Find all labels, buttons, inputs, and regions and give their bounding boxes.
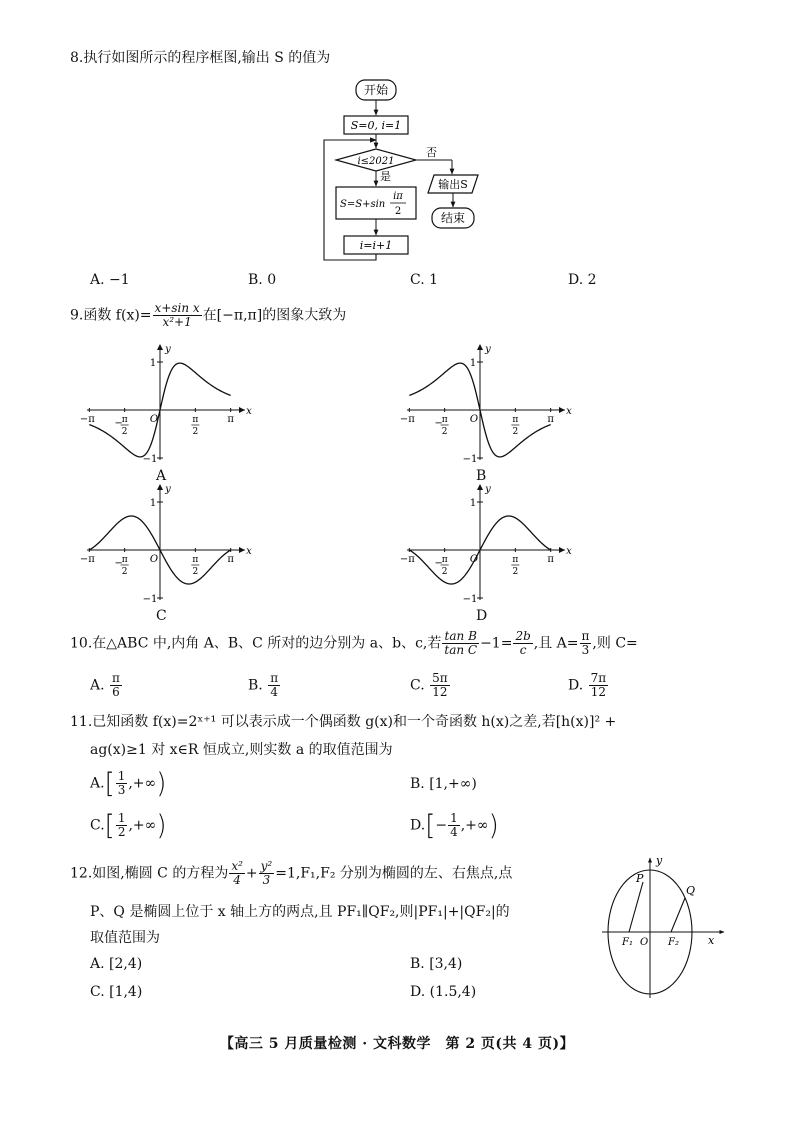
q11-c-label: C.: [90, 817, 105, 834]
q11-a-frac: [116, 770, 128, 797]
q10-d-num: 7π: [590, 671, 607, 685]
q8-option-b: B. 0: [248, 272, 277, 288]
q10-mid2: ,且 A=: [533, 635, 579, 652]
q12-line3: 取值范围为: [90, 930, 160, 946]
tick-minus: −: [434, 558, 443, 569]
flow-decision-text: i≤2021: [357, 156, 395, 167]
q8-option-d: D. 2: [568, 272, 597, 288]
q11-line2: ag(x)≥1 对 x∈R 恒成立,则实数 a 的取值范围为: [90, 742, 393, 758]
q10-frac2-num: 2b: [515, 629, 531, 643]
tick-label-1: 1: [149, 498, 157, 509]
tick-label-1: 1: [469, 498, 477, 509]
tick-label-neg-pi: −π: [79, 414, 95, 425]
x-axis-label: x: [246, 546, 252, 557]
origin-label: O: [469, 554, 479, 565]
q10-a-label: A.: [90, 677, 105, 694]
q12-line1: [70, 860, 512, 887]
q9-graph-b: [399, 340, 575, 470]
q10-frac1-num: tan B: [442, 630, 479, 644]
flow-update-den: 2: [394, 206, 402, 217]
q8-flowchart: [320, 72, 500, 262]
q9-graph-d: [399, 480, 575, 610]
q12-option-d: D. (1.5,4): [410, 984, 477, 1000]
q10-c-frac: [430, 672, 450, 699]
page-footer: 【高三 5 月质量检测 · 文科数学 第 2 页(共 4 页)】: [219, 1036, 575, 1052]
tick-half-den: 2: [121, 427, 128, 437]
tick-minus: −: [434, 418, 443, 429]
q10-a-frac: [110, 672, 122, 699]
q10-mid: −1=: [480, 635, 513, 652]
q12-frac2-den: 3: [262, 873, 271, 887]
tick-label-neg-pi: −π: [399, 554, 415, 565]
tick-label-neg1: −1: [142, 594, 158, 605]
q11-d-num: 1: [450, 811, 458, 825]
tick-half-num: π: [121, 555, 128, 565]
y-arrow: [477, 344, 483, 350]
fig-p-label: P: [636, 872, 644, 885]
q11-c-den: 2: [117, 825, 126, 839]
q12-option-b: B. [3,4): [410, 956, 463, 972]
tick-label-1: 1: [469, 358, 477, 369]
y-axis-label: y: [165, 484, 171, 495]
q11-d-tail: ,+∞: [460, 817, 489, 834]
tick-half-den: 2: [512, 427, 519, 437]
q10-c-num: 5π: [432, 671, 448, 685]
tick-half-num: π: [192, 555, 199, 565]
tick-half-den: 2: [512, 567, 519, 577]
q10-b-frac: [268, 672, 280, 699]
x-arrow: [239, 547, 245, 553]
flow-output-text: 输出S: [438, 178, 468, 191]
q8-option-c: C. 1: [410, 272, 439, 288]
q11-d-sign: −: [435, 817, 448, 834]
q10-c-den: 12: [432, 685, 448, 699]
tick-label-neg1: −1: [462, 454, 478, 465]
q10-a-num: π: [112, 671, 120, 685]
q9-graph-label: D: [476, 608, 488, 624]
q11-c-right-paren: ): [156, 809, 167, 842]
tick-half-den: 2: [192, 567, 199, 577]
q10-frac3-num: π: [581, 629, 590, 643]
tick-half-den: 2: [121, 567, 128, 577]
q10-d-frac: [589, 672, 609, 699]
origin-label: O: [149, 414, 159, 425]
tick-half-num: π: [441, 555, 448, 565]
q12-line2: P、Q 是椭圆上位于 x 轴上方的两点,且 PF₁∥QF₂,则|PF₁|+|QF₂|的: [90, 904, 510, 920]
q12-frac2-num: y²: [260, 859, 273, 873]
origin-label: O: [149, 554, 159, 565]
q11-a-label: A.: [90, 775, 105, 792]
q9-graph-c: [79, 480, 255, 610]
q8-option-a: A. −1: [90, 272, 130, 288]
q12-line1-pre: 12.如图,椭圆 C 的方程为: [70, 865, 229, 882]
q10-d-label: D.: [568, 677, 584, 694]
flow-incr-text: i=i+1: [359, 239, 393, 252]
flow-update-num: iπ: [393, 191, 403, 202]
q12-frac1-den: 4: [233, 873, 241, 887]
tick-label-neg-pi: −π: [79, 554, 95, 565]
flow-start-text: 开始: [363, 83, 389, 97]
tick-half-den: 2: [441, 567, 448, 577]
tick-label-pi: π: [227, 554, 234, 565]
q12-line1-post: =1,F₁,F₂ 分别为椭圆的左、右焦点,点: [275, 865, 513, 882]
q11-a-tail: ,+∞: [128, 775, 157, 792]
q11-d-left-bracket: [: [425, 809, 436, 842]
origin-label: O: [469, 414, 479, 425]
x-axis-label: x: [566, 546, 572, 557]
q10-frac1: [442, 630, 479, 657]
fig-f2-label: F₂: [668, 937, 679, 948]
tick-label-pi: π: [227, 414, 234, 425]
tick-label-neg-pi: −π: [399, 414, 415, 425]
q11-c-frac: [116, 812, 128, 839]
q9-graph-label: C: [156, 608, 167, 624]
q10-option-d: [568, 672, 609, 699]
q10-stem: [70, 630, 638, 657]
q10-b-num: π: [270, 671, 279, 685]
x-arrow: [559, 407, 565, 413]
q9-fraction: [153, 302, 202, 329]
q11-c-num: 1: [117, 811, 126, 825]
q10-frac1-den: tan C: [444, 643, 478, 657]
q11-c-tail: ,+∞: [128, 817, 157, 834]
q10-option-b: [248, 672, 281, 699]
q9-stem-post: 在[−π,π]的图象大致为: [202, 307, 347, 324]
pf1-segment: [629, 882, 643, 932]
q11-d-right-paren: ): [488, 809, 499, 842]
q10-option-c: [410, 672, 451, 699]
flow-end-text: 结束: [440, 211, 466, 225]
q12-ellipse-figure: [600, 852, 730, 1002]
q11-option-c: [90, 809, 167, 842]
q9-num: x+sin x: [154, 301, 200, 315]
q10-a-den: 6: [112, 685, 120, 699]
tick-half-num: π: [121, 415, 128, 425]
tick-label-neg1: −1: [142, 454, 158, 465]
tick-half-num: π: [512, 415, 519, 425]
fig-f1-label: F₁: [622, 937, 633, 948]
q12-plus: +: [245, 865, 258, 882]
y-axis-label: y: [485, 344, 491, 355]
q11-d-frac: [448, 812, 460, 839]
fig-q-label: Q: [686, 884, 696, 897]
q11-d-label: D.: [410, 817, 426, 834]
tick-minus: −: [114, 558, 123, 569]
q9-graph-a: [79, 340, 255, 470]
q10-b-label: B.: [248, 677, 263, 694]
q11-c-left-bracket: [: [104, 809, 115, 842]
q11-line1: 11.已知函数 f(x)=2ˣ⁺¹ 可以表示成一个偶函数 g(x)和一个奇函数 h(x)之差,若[h(x)]² +: [70, 714, 617, 730]
q12-frac1-num: x²: [231, 859, 243, 873]
q12-option-a: A. [2,4): [90, 956, 143, 972]
tick-half-num: π: [441, 415, 448, 425]
q8-stem: 8.执行如图所示的程序框图,输出 S 的值为: [70, 50, 331, 66]
q10-frac3: [580, 630, 592, 657]
q12-option-c: C. [1,4): [90, 984, 143, 1000]
flow-update-text: S=S+sin: [340, 199, 386, 210]
q11-a-den: 3: [117, 783, 126, 797]
y-axis-label: y: [485, 484, 491, 495]
q9-stem: [70, 302, 346, 329]
flow-no-label: 否: [426, 146, 437, 159]
qf2-segment: [671, 898, 685, 932]
tick-half-num: π: [192, 415, 199, 425]
q10-frac3-den: 3: [581, 643, 590, 657]
q10-end: ,则 C=: [592, 635, 638, 652]
tick-half-den: 2: [192, 427, 199, 437]
q11-a-left-bracket: [: [104, 767, 115, 800]
q11-a-num: 1: [117, 769, 126, 783]
flow-init-text: S=0, i=1: [350, 119, 402, 132]
fig-o-label: O: [640, 937, 649, 948]
x-axis-label: x: [566, 406, 572, 417]
q11-d-den: 4: [450, 825, 458, 839]
q9-den: x²+1: [162, 315, 192, 329]
q9-stem-pre: 9.函数 f(x)=: [70, 307, 152, 324]
x-axis-label: x: [246, 406, 252, 417]
tick-label-pi: π: [547, 554, 554, 565]
fig-x-label: x: [708, 934, 715, 947]
q11-option-d: [410, 809, 499, 842]
q11-option-b: B. [1,+∞): [410, 776, 477, 792]
x-arrow: [559, 547, 565, 553]
q10-b-den: 4: [270, 685, 278, 699]
q10-option-a: [90, 672, 123, 699]
q10-stem-pre: 10.在△ABC 中,内角 A、B、C 所对的边分别为 a、b、c,若: [70, 635, 442, 652]
flow-yes-label: 是: [380, 170, 391, 183]
tick-label-pi: π: [547, 414, 554, 425]
q10-frac2: [513, 630, 532, 657]
q12-frac2: [259, 860, 275, 887]
tick-half-den: 2: [441, 427, 448, 437]
q10-c-label: C.: [410, 677, 425, 694]
tick-minus: −: [114, 418, 123, 429]
q9-graph-label: B: [476, 468, 487, 484]
tick-label-neg1: −1: [462, 594, 478, 605]
x-arrow: [239, 407, 245, 413]
q11-a-right-paren: ): [156, 767, 167, 800]
tick-half-num: π: [512, 555, 519, 565]
y-arrow: [157, 484, 163, 490]
q9-graph-label: A: [156, 468, 167, 484]
y-arrow: [477, 484, 483, 490]
y-arrow: [157, 344, 163, 350]
fig-y-label: y: [656, 854, 663, 867]
y-axis-label: y: [165, 344, 171, 355]
tick-label-1: 1: [149, 358, 157, 369]
q11-option-a: [90, 767, 167, 800]
q10-d-den: 12: [590, 685, 607, 699]
q12-frac1: [229, 860, 245, 887]
q10-frac2-den: c: [519, 643, 527, 657]
